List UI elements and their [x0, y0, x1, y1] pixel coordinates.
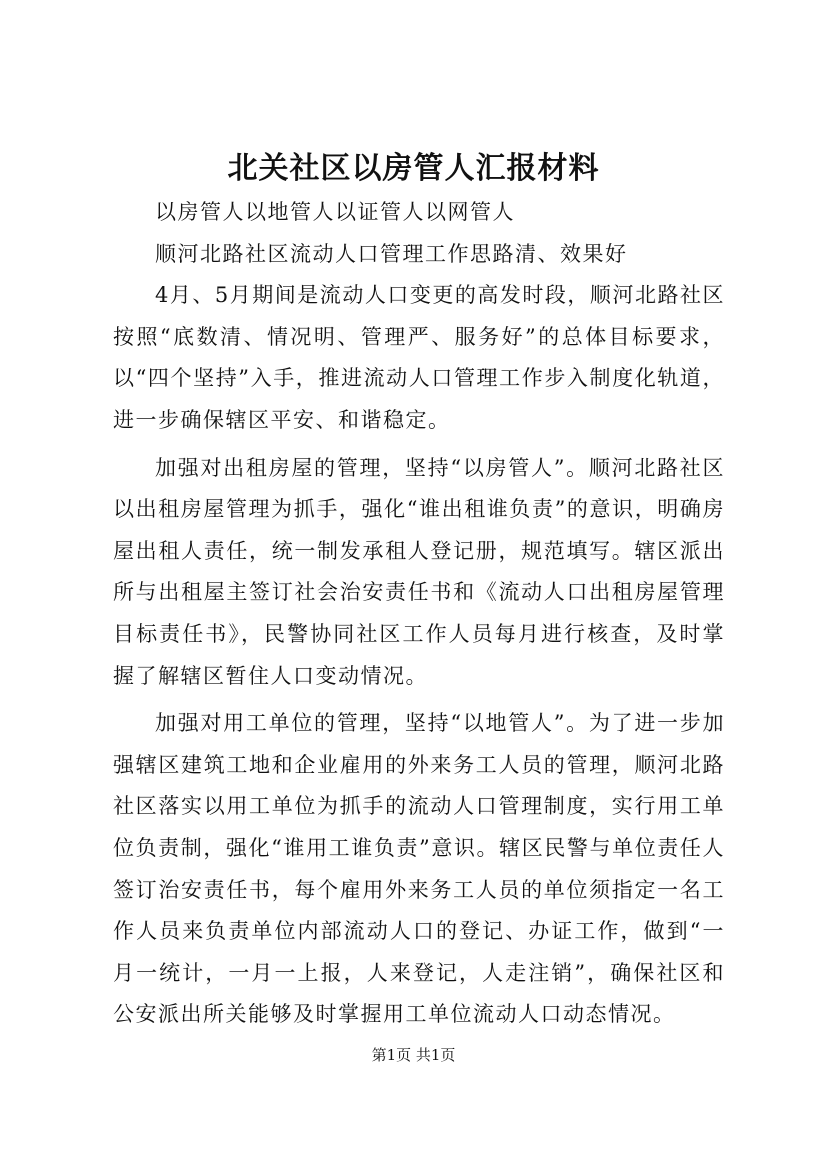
- subtitle-line-1: 以房管人以地管人以证管人以网管人: [155, 200, 515, 224]
- page-number-footer: 第1页 共1页: [371, 1046, 456, 1064]
- document-body: [113, 192, 725, 1036]
- document-title: 北关社区以房管人汇报材料: [227, 151, 600, 186]
- paragraph-rental-housing: 加强对出租房屋的管理，坚持“以房管人”。顺河北路社区以出租房屋管理为抓手，强化“谁出租谁负责”的意识，明确房屋出租人责任，统一制发承租人登记册，规范填写。辖区派出所与出租屋主签订社会治安责任书和《流动人口出租房屋管理目标责任书》，民警协同社区工作人员每月进行核查，及时掌握了解辖区暂住人口变动情况。: [113, 455, 725, 688]
- subtitle-line-2: 顺河北路社区流动人口管理工作思路清、效果好: [155, 241, 628, 266]
- paragraph-employers: 加强对用工单位的管理，坚持“以地管人”。为了进一步加强辖区建筑工地和企业雇用的外来务工人员的管理，顺河北路社区落实以用工单位为抓手的流动人口管理制度，实行用工单位负责制，强化“谁用工谁负责”意识。辖区民警与单位责任人签订治安责任书，每个雇用外来务工人员的单位须指定一名工作人员来负责单位内部流动人口的登记、办证工作，做到“一月一统计，一月一上报，人来登记，人走注销”，确保社区和公安派出所关能够及时掌握用工单位流动人口动态情况。: [113, 711, 725, 1027]
- paragraph-intro: 4月、5月期间是流动人口变更的高发时段，顺河北路社区按照“底数清、情况明、管理严、服务好”的总体目标要求，以“四个坚持”入手，推进流动人口管理工作步入制度化轨道，进一步确保辖区平安、和谐稳定。: [113, 283, 725, 432]
